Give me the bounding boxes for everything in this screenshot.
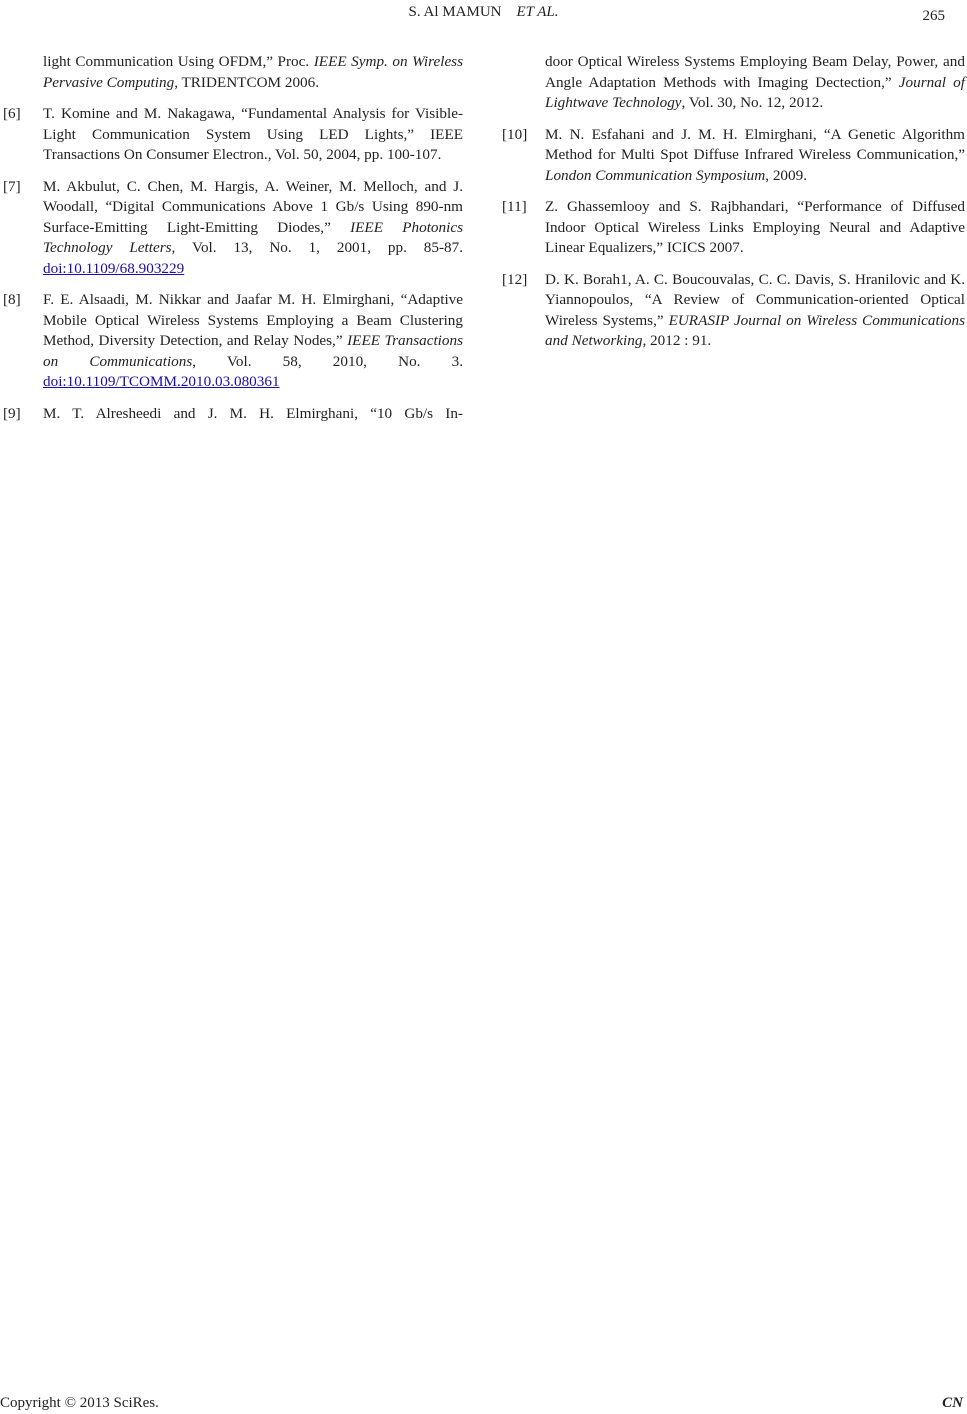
doi-link[interactable]: doi:10.1109/68.903229 [43, 259, 185, 277]
reference-label: [12] [502, 270, 528, 288]
ref-text: M. Akbulut, C. Chen, M. Hargis, A. Weiner, M. Melloch, and J. Woodall, “Digital Communications Above 1 Gb/s Using 890-nm Surface-Emitting Light-Emitting Diodes,” [43, 177, 463, 236]
header-et-al: ET AL. [516, 4, 559, 20]
ref-italic: IEEE Symp. on Wireless Pervasive Computing [43, 53, 464, 91]
reference-label: [7] [3, 177, 21, 195]
reference-item [502, 270, 965, 352]
journal-abbrev: CN [942, 1395, 963, 1411]
ref-text: M. N. Esfahani and J. M. H. Elmirghani, “A Genetic Algorithm Method for Multi Spot Diffuse Infrared Wireless Communication,” [545, 125, 965, 163]
ref-text: door Optical Wireless Systems Employing Beam Delay, Power, and Angle Adaptation Methods with Imaging Dectection,” [545, 53, 965, 91]
running-header [0, 2, 967, 22]
reference-continuation [545, 52, 965, 114]
doi-link[interactable]: doi:10.1109/TCOMM.2010.03.080361 [43, 373, 280, 390]
ref-text: light Communication Using OFDM,” Proc. [43, 53, 314, 70]
copyright-notice: Copyright © 2013 SciRes. [0, 1395, 159, 1411]
reference-item [3, 290, 463, 393]
ref-text: , Vol. 58, 2010, No. 3. [192, 352, 463, 370]
reference-item [3, 104, 463, 166]
ref-italic: London Communication Symposium [545, 166, 766, 184]
ref-italic: IEEE Transactions on Communications [43, 332, 463, 370]
reference-label: [10] [502, 125, 528, 143]
ref-italic: IEEE Photonics Technology Letters [43, 218, 463, 256]
reference-item [502, 197, 965, 259]
ref-text: D. K. Borah1, A. C. Boucouvalas, C. C. Davis, S. Hranilovic and K. Yiannopoulos, “A Review of Communication-oriented Optical Wireless Systems,” [545, 270, 965, 329]
page-number: 265 [922, 8, 945, 24]
reference-continuation [43, 52, 463, 93]
left-column [3, 52, 464, 435]
ref-text: , 2012 : 91. [642, 332, 712, 349]
ref-text: , 2009. [765, 166, 807, 184]
ref-text: , Vol. 13, No. 1, 2001, pp. 85-87. [171, 239, 464, 256]
ref-italic: Journal of Lightwave Technology [545, 73, 965, 111]
running-title [0, 2, 967, 22]
ref-text: M. T. Alresheedi and J. M. H. Elmirghani, “10 Gb/s In- [43, 404, 463, 422]
ref-text: , TRIDENTCOM 2006. [174, 73, 320, 91]
reference-label: [6] [3, 105, 21, 122]
right-column [502, 52, 965, 363]
ref-text: , Vol. 30, No. 12, 2012. [681, 94, 824, 111]
reference-label: [9] [3, 404, 21, 422]
ref-text: T. Komine and M. Nakagawa, “Fundamental Analysis for Visible-Light Communication System Using LED Lights,” IEEE Transactions On Consumer Electron., Vol. 50, 2004, pp. 100-107. [43, 105, 463, 163]
header-authors: S. Al MAMUN [408, 4, 502, 20]
reference-item [3, 177, 464, 280]
page-footer [0, 1393, 967, 1413]
reference-item [3, 404, 463, 425]
reference-label: [8] [3, 291, 21, 308]
ref-text: F. E. Alsaadi, M. Nikkar and Jaafar M. H. Elmirghani, “Adaptive Mobile Optical Wireless Systems Employing a Beam Clustering Method, Diversity Detection, and Relay Nodes,” [43, 291, 463, 349]
reference-label: [11] [502, 198, 527, 215]
ref-text: Z. Ghassemlooy and S. Rajbhandari, “Performance of Diffused Indoor Optical Wireless Links Employing Neural and Adaptive Linear Equalizers,” ICICS 2007. [545, 198, 965, 256]
ref-italic: EURASIP Journal on Wireless Communications and Networking [545, 311, 965, 349]
reference-item [502, 125, 965, 187]
